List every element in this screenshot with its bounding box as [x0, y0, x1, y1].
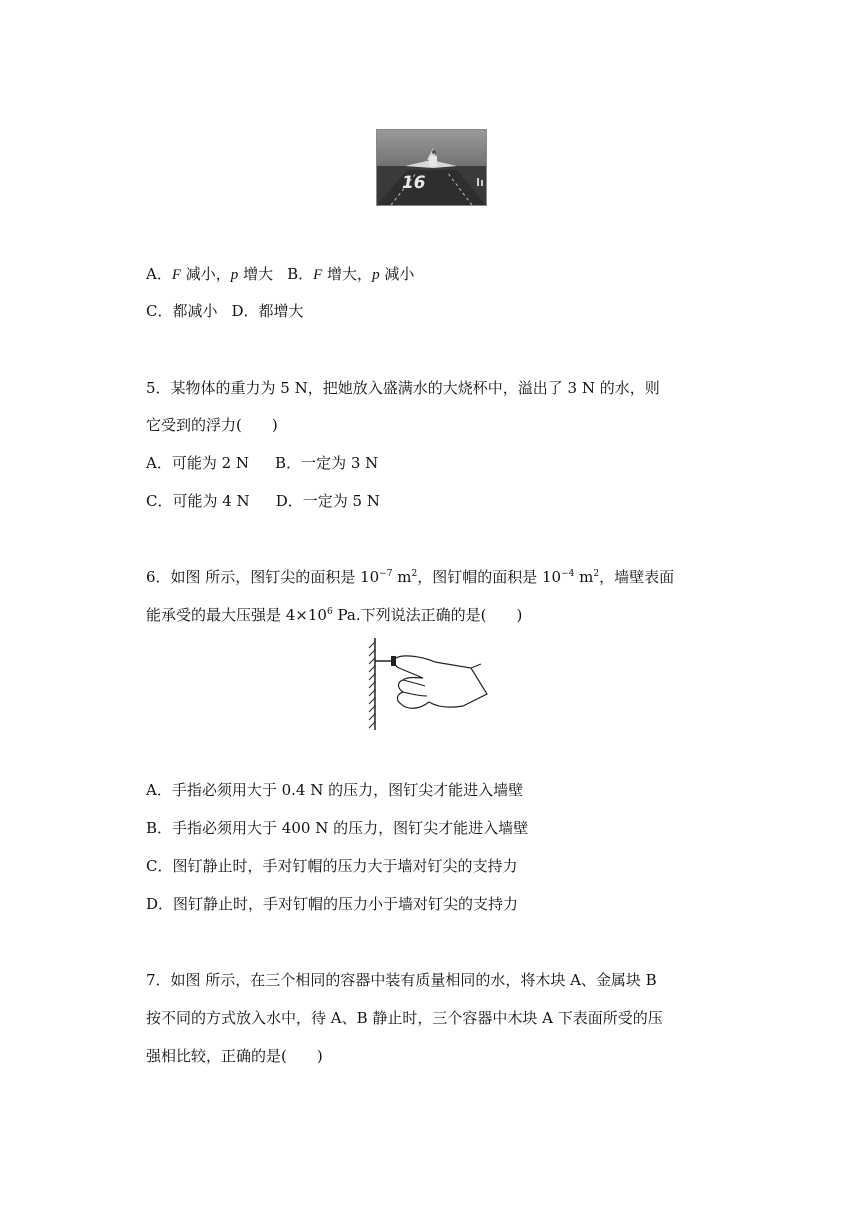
q4-option-c: C．都减小 [146, 302, 218, 320]
q4-option-d: D．都增大 [231, 302, 304, 320]
q6-option-d: D．图钉静止时，手对钉帽的压力小于墙对钉尖的支持力 [146, 895, 519, 913]
q7-stem-line-1: 7．如图 所示，在三个相同的容器中装有质量相同的水，将木块 A、金属块 B [146, 971, 657, 989]
q5-options-row-2 [146, 490, 380, 512]
q4-option-a: A．F 减小，p 增大 [146, 265, 274, 283]
q6-stem-line-1: 6．如图 所示，图钉尖的面积是 $10^{-7}$ $m^2$，图钉帽的面积是 $10^{-4}$ $m^2$，墙壁表面 [146, 568, 675, 586]
q5-option-b: B．一定为 3 N [275, 454, 379, 472]
q5-stem-line-1: 5．某物体的重力为 5 N，把她放入盛满水的大烧杯中，溢出了 3 N 的水，则 [146, 379, 660, 397]
q4-options-row-1 [146, 263, 414, 286]
q6-option-b: B．手指必须用大于 400 N 的压力，图钉尖才能进入墙壁 [146, 819, 529, 837]
q5-options-row-1 [146, 452, 378, 474]
q6-option-a: A．手指必须用大于 0.4 N 的压力，图钉尖才能进入墙壁 [146, 781, 524, 799]
aircraft-carrier-photo [376, 129, 487, 206]
q6-option-c: C．图钉静止时，手对钉帽的压力大于墙对钉尖的支持力 [146, 857, 518, 875]
deck-number: 16 [399, 173, 428, 193]
q5-option-c: C．可能为 4 N [146, 492, 250, 510]
q6-stem-line-2: 能承受的最大压强是 $4\times 10^6$ Pa.下列说法正确的是( ) [146, 606, 523, 624]
thumbtack-hand-figure [363, 636, 493, 732]
q5-stem-line-2: 它受到的浮力( ) [146, 416, 278, 434]
q7-stem-line-2: 按不同的方式放入水中，待 A、B 静止时，三个容器中木块 A 下表面所受的压 [146, 1009, 663, 1027]
q5-option-a: A．可能为 2 N [146, 454, 250, 472]
q5-option-d: D．一定为 5 N [275, 492, 380, 510]
q4-option-b: B．F 增大，p 减小 [287, 265, 415, 283]
q4-options-row-2 [146, 300, 304, 322]
q7-stem-line-3: 强相比较，正确的是( ) [146, 1047, 323, 1065]
